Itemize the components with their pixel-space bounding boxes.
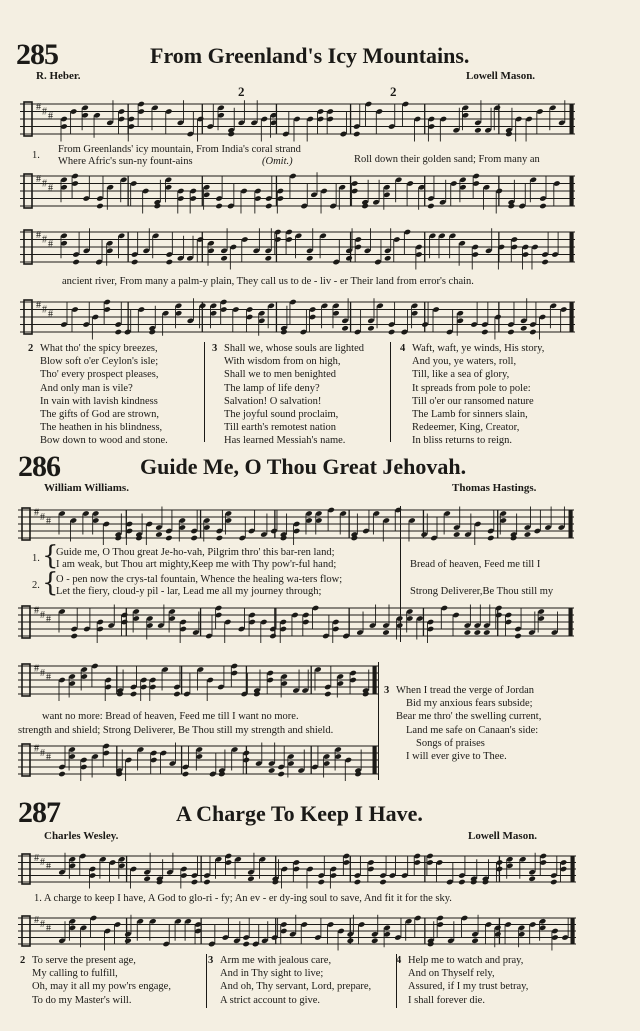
svg-text:#: # bbox=[48, 183, 53, 194]
verse-label: 1. bbox=[32, 150, 40, 161]
music-credit: Lowell Mason. bbox=[468, 830, 538, 842]
svg-text:#: # bbox=[40, 919, 45, 931]
verse-line: Shall we, whose souls are lighted bbox=[224, 343, 364, 354]
verse-label: 1. bbox=[32, 553, 40, 564]
music-staff bbox=[18, 914, 576, 950]
verse-line: In vain with lavish kindness bbox=[40, 395, 158, 407]
refrain-line: Bread of heaven, Feed me till I bbox=[410, 559, 541, 570]
hymn-title: A Charge To Keep I Have. bbox=[176, 801, 423, 826]
music-staff bbox=[20, 100, 575, 140]
music-credit: Lowell Mason. bbox=[466, 70, 536, 82]
verse-line: And oh, Thy servant, Lord, prepare, bbox=[220, 981, 372, 993]
lyric-omit: (Omit.) bbox=[262, 156, 293, 167]
verse bbox=[396, 954, 586, 1007]
svg-text:#: # bbox=[46, 516, 51, 527]
verse-line: Bear me thro' the swelling current, bbox=[396, 711, 542, 723]
verse-number: 4 bbox=[396, 955, 402, 966]
verse-line: And you, ye waters, roll, bbox=[412, 356, 517, 368]
stanza-brace: { bbox=[42, 568, 59, 598]
verse-label: 2. bbox=[32, 580, 40, 591]
svg-text:#: # bbox=[42, 304, 47, 316]
verse bbox=[384, 684, 574, 763]
verse bbox=[212, 342, 392, 448]
verse-line: Shall we to men benighted bbox=[224, 369, 336, 381]
hymn-number: 286 bbox=[18, 450, 60, 483]
verse-line: My calling to fulfill, bbox=[32, 968, 118, 980]
verse-line: Songs of praises bbox=[416, 737, 485, 749]
words-credit: William Williams. bbox=[44, 482, 129, 494]
lyric-line: I am weak, but Thou art mighty,Keep me with Thy pow'r-ful hand; bbox=[56, 559, 337, 570]
verse-line: When I tread the verge of Jordan bbox=[396, 685, 534, 696]
verse-line: A strict account to give. bbox=[220, 994, 321, 1006]
svg-text:#: # bbox=[40, 511, 45, 523]
svg-text:#: # bbox=[46, 672, 51, 683]
verse-line: Help me to watch and pray, bbox=[408, 955, 524, 966]
svg-text:#: # bbox=[46, 923, 51, 934]
refrain-line: Strong Deliverer,Be Thou still my bbox=[410, 586, 554, 597]
verse-line: Tho' every prospect pleases, bbox=[40, 369, 159, 381]
svg-text:#: # bbox=[46, 861, 51, 872]
verse-line: I will ever give to Thee. bbox=[406, 751, 507, 763]
verse-line: Assured, if I my trust betray, bbox=[408, 981, 529, 993]
lyric-line: From Greenlands' icy mountain, From India's coral strand bbox=[58, 144, 301, 155]
svg-text:#: # bbox=[48, 309, 53, 320]
hymn-number: 287 bbox=[18, 796, 60, 829]
verse-line: Has learned Messiah's name. bbox=[224, 435, 346, 447]
verse bbox=[208, 954, 398, 1007]
svg-text:#: # bbox=[34, 853, 39, 865]
lyric-line: O - pen now the crys-tal fountain, Whence the healing wa-ters flow; bbox=[56, 574, 343, 585]
verse-line: Oh, may it all my pow'rs engage, bbox=[32, 981, 171, 993]
column-divider bbox=[204, 342, 205, 442]
lyric-line: Where Afric's sun-ny fount-ains bbox=[58, 156, 193, 167]
verse-line: Till, like a sea of glory, bbox=[412, 369, 510, 381]
verse-line: With wisdom from on high, bbox=[224, 356, 341, 368]
verse-line: I shall forever die. bbox=[408, 994, 485, 1006]
words-credit: R. Heber. bbox=[36, 70, 81, 82]
svg-text:#: # bbox=[40, 857, 45, 869]
verse-line: Land me safe on Canaan's side: bbox=[406, 724, 539, 736]
svg-text:#: # bbox=[40, 747, 45, 759]
verse bbox=[400, 342, 580, 448]
verse-line: Till earth's remotest nation bbox=[224, 422, 337, 434]
words-credit: Charles Wesley. bbox=[44, 830, 119, 842]
verse-line: The lamp of life deny? bbox=[224, 382, 320, 394]
svg-text:#: # bbox=[42, 234, 47, 246]
lyric-line: Guide me, O Thou great Je-ho-vah, Pilgrim thro' this bar-ren land; bbox=[56, 547, 335, 558]
verse-number: 3 bbox=[208, 955, 214, 966]
verse-number: 4 bbox=[400, 343, 406, 354]
music-staff bbox=[18, 604, 574, 642]
music-staff bbox=[20, 298, 575, 338]
verse-number: 3 bbox=[212, 343, 218, 354]
verse-line: Waft, waft, ye winds, His story, bbox=[412, 343, 545, 354]
hymn-title: From Greenland's Icy Mountains. bbox=[150, 43, 470, 68]
verse-number: 2 bbox=[28, 343, 34, 354]
verse-line: The heathen in his blindness, bbox=[40, 422, 163, 434]
verse bbox=[28, 342, 208, 448]
hymn-number: 285 bbox=[16, 38, 58, 71]
verse bbox=[20, 954, 210, 1007]
verse-line: The gifts of God are strown, bbox=[40, 409, 159, 421]
verse-line: And only man is vile? bbox=[40, 382, 133, 394]
verse-line: Bid my anxious fears subside; bbox=[406, 698, 533, 710]
svg-text:#: # bbox=[36, 300, 41, 311]
svg-text:#: # bbox=[34, 507, 39, 519]
svg-text:#: # bbox=[34, 743, 39, 755]
svg-text:#: # bbox=[48, 239, 53, 250]
verse-line: And in Thy sight to live; bbox=[220, 968, 324, 980]
verse-line: Bow down to wood and stone. bbox=[40, 435, 168, 447]
music-staff bbox=[18, 662, 378, 700]
verse-line: Salvation! O salvation! bbox=[224, 395, 322, 407]
stanza-brace: { bbox=[42, 541, 59, 571]
verse-line: It spreads from pole to pole: bbox=[412, 382, 531, 394]
svg-text:#: # bbox=[46, 614, 51, 625]
svg-text:#: # bbox=[40, 667, 45, 679]
verse-number: 3 bbox=[384, 685, 390, 696]
verse-line: In bliss returns to reign. bbox=[412, 435, 513, 447]
repeat-mark: 2 bbox=[238, 84, 245, 99]
svg-text:#: # bbox=[34, 915, 39, 927]
verse-line: Blow soft o'er Ceylon's isle; bbox=[40, 356, 159, 368]
verse-line: To serve the present age, bbox=[32, 955, 136, 966]
verse-line: Till o'er our ransomed nature bbox=[412, 395, 534, 407]
svg-text:#: # bbox=[34, 605, 39, 617]
verse-line: What tho' the spicy breezes, bbox=[40, 343, 158, 354]
verse-line: The Lamb for sinners slain, bbox=[412, 409, 528, 421]
verse-line: Redeemer, King, Creator, bbox=[412, 422, 520, 434]
refrain-line: want no more: Bread of heaven, Feed me till I want no more. bbox=[42, 711, 299, 722]
verse-line: Arm me with jealous care, bbox=[220, 955, 332, 966]
column-divider bbox=[378, 662, 379, 780]
svg-text:#: # bbox=[40, 609, 45, 621]
svg-text:#: # bbox=[48, 111, 53, 122]
section-divider bbox=[400, 506, 401, 642]
lyric-line: ancient river, From many a palm-y plain, They call us to de - liv - er Their land from error's chain. bbox=[62, 276, 474, 287]
music-staff bbox=[20, 172, 575, 212]
lyric-line: Roll down their golden sand; From many an bbox=[354, 154, 540, 165]
refrain-line: strength and shield; Strong Deliverer, Be Thou still my strength and shield. bbox=[18, 725, 334, 736]
svg-text:#: # bbox=[46, 752, 51, 763]
verse-line: The joyful sound proclaim, bbox=[224, 409, 339, 421]
verse-number: 2 bbox=[20, 955, 26, 966]
verse-line: And on Thyself rely, bbox=[408, 968, 495, 980]
music-staff bbox=[18, 742, 378, 780]
repeat-mark: 2 bbox=[390, 84, 397, 99]
column-divider bbox=[390, 342, 391, 442]
hymn-title: Guide Me, O Thou Great Jehovah. bbox=[140, 454, 467, 479]
verse-line: To do my Master's will. bbox=[32, 994, 132, 1006]
music-staff bbox=[18, 506, 574, 544]
music-credit: Thomas Hastings. bbox=[452, 482, 537, 494]
svg-text:#: # bbox=[36, 174, 41, 185]
svg-text:#: # bbox=[36, 102, 41, 113]
lyric-line: 1. A charge to keep I have, A God to glo-ri - fy; An ev - er dy-ing soul to save, And fit it for the sky. bbox=[34, 893, 452, 904]
lyric-line: Let the fiery, cloud-y pil - lar, Lead me all my journey through; bbox=[56, 586, 322, 597]
music-staff bbox=[18, 852, 576, 888]
svg-text:#: # bbox=[34, 663, 39, 675]
music-staff bbox=[20, 228, 575, 268]
svg-text:#: # bbox=[36, 230, 41, 241]
svg-text:#: # bbox=[42, 178, 47, 190]
svg-text:#: # bbox=[42, 106, 47, 118]
